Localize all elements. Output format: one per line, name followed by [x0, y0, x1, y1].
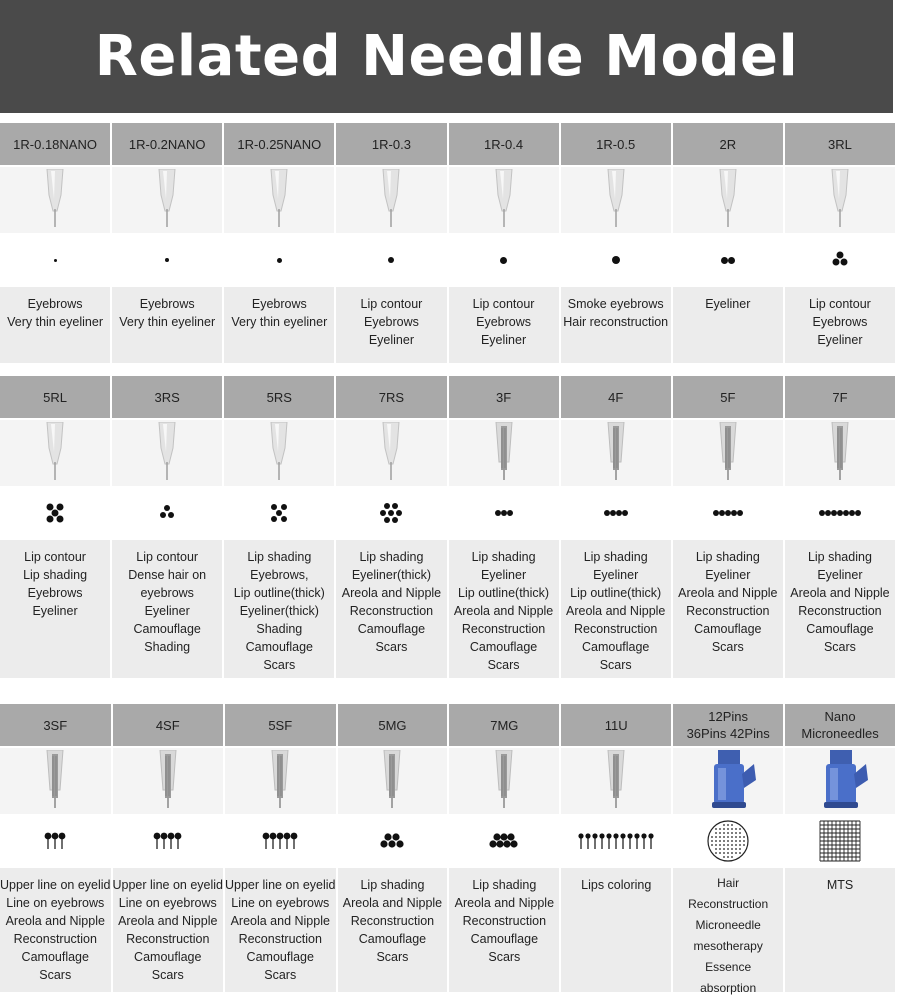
needle-icon	[474, 750, 534, 812]
needle-icon	[25, 422, 85, 484]
needle-image	[561, 418, 671, 486]
use-line: Scars	[487, 658, 520, 672]
needle-dots-icon	[260, 829, 301, 853]
needle-model-name: 12Pins 36Pins 42Pins	[673, 704, 783, 746]
needle-pattern	[0, 814, 111, 866]
use-line: Scars	[376, 950, 409, 964]
needle-column	[113, 704, 224, 992]
page-title: Related Needle Model	[94, 24, 799, 89]
needle-model-name: 1R-0.4	[449, 123, 559, 165]
use-line: MTS	[826, 878, 854, 892]
needle-column	[673, 704, 783, 995]
needle-pattern	[224, 233, 334, 285]
needle-column	[112, 376, 222, 678]
needle-image	[673, 746, 783, 814]
needle-model-name: 5MG	[338, 704, 448, 746]
use-line: Line on eyebrows	[6, 896, 105, 910]
use-line: Very thin eyeliner	[7, 315, 103, 329]
needle-image	[336, 418, 446, 486]
needle-image	[224, 165, 334, 233]
needle-uses	[673, 538, 783, 678]
use-line: Areola and Nipple	[230, 914, 330, 928]
needle-image	[785, 165, 895, 233]
needle-image	[224, 418, 334, 486]
use-line: Scars	[39, 968, 72, 982]
needle-uses	[449, 538, 559, 678]
use-line: Areola and Nipple	[566, 604, 666, 618]
needle-image	[0, 418, 110, 486]
use-line: Scars	[263, 658, 296, 672]
use-line: Smoke eyebrows	[567, 297, 664, 311]
needle-icon	[137, 169, 197, 231]
use-line: Lips coloring	[581, 878, 652, 892]
needle-uses	[561, 285, 671, 363]
use-line: Areola and Nipple	[5, 914, 105, 928]
use-line: Scars	[599, 658, 632, 672]
use-line: Areola and Nipple	[454, 896, 555, 910]
needle-pattern	[336, 486, 446, 538]
use-line: Reconstruction	[461, 622, 546, 636]
needle-pattern	[561, 486, 671, 538]
use-line: Lip contour	[136, 550, 199, 564]
needle-dots-icon	[376, 500, 406, 526]
needle-dots-icon	[152, 500, 182, 526]
needle-model-name: 7MG	[449, 704, 559, 746]
needle-pattern	[449, 814, 559, 866]
use-line: Reconstruction	[13, 932, 97, 946]
needle-dots-icon	[165, 258, 169, 262]
needle-uses	[673, 285, 783, 363]
needle-uses	[336, 285, 446, 363]
use-line: Scars	[711, 640, 744, 654]
needle-dots-icon	[713, 510, 743, 516]
use-line: Camouflage	[21, 950, 89, 964]
needle-pattern	[561, 814, 671, 866]
needle-pattern	[112, 486, 222, 538]
use-line: Eyebrows,	[250, 568, 309, 582]
needle-model-name: 3F	[449, 376, 559, 418]
needle-pattern	[785, 486, 895, 538]
needle-column	[449, 123, 559, 363]
use-line: Eyeliner	[705, 568, 751, 582]
needle-model-name: 5F	[673, 376, 783, 418]
use-line: Shading	[256, 622, 303, 636]
needle-dots-icon	[486, 831, 522, 851]
needle-image	[561, 165, 671, 233]
needle-image	[336, 165, 446, 233]
use-line: Eyeliner	[368, 333, 415, 347]
needle-uses	[449, 285, 559, 363]
use-line: Eyebrows	[812, 315, 868, 329]
needle-column	[338, 704, 448, 992]
use-line: Lip contour	[809, 297, 871, 311]
use-line: Eyeliner	[817, 333, 863, 347]
use-line: Lip contour	[24, 550, 86, 564]
needle-icon	[586, 169, 646, 231]
use-line: Eyeliner(thick)	[239, 604, 319, 618]
needle-dots-icon	[706, 819, 750, 863]
use-line: Lip outline(thick)	[570, 586, 662, 600]
use-line: eyebrows	[140, 586, 194, 600]
use-line: Line on eyebrows	[231, 896, 330, 910]
use-line: Reconstruction	[126, 932, 210, 946]
use-line: Eyebrows	[139, 297, 195, 311]
needle-icon	[249, 422, 309, 484]
needle-pattern	[113, 814, 224, 866]
use-line: Eyeliner	[817, 568, 863, 582]
use-line: Camouflage	[133, 622, 201, 636]
use-line: Areola and Nipple	[790, 586, 890, 600]
needle-uses	[449, 866, 559, 992]
use-line: Very thin eyeliner	[119, 315, 216, 329]
use-line: Lip shading	[695, 550, 760, 564]
use-line: Essence	[705, 960, 752, 974]
use-line: Lip shading	[807, 550, 872, 564]
needle-model-name: 5RL	[0, 376, 110, 418]
needle-uses	[113, 866, 224, 992]
needle-icon	[810, 750, 870, 812]
use-line: Lip outline(thick)	[458, 586, 550, 600]
needle-model-name: 11U	[561, 704, 671, 746]
use-line: Camouflage	[806, 622, 874, 636]
use-line: Scars	[823, 640, 856, 654]
needle-pattern	[673, 814, 783, 866]
needle-dots-icon	[388, 257, 394, 263]
needle-column	[673, 376, 783, 678]
needle-column	[336, 123, 446, 363]
needle-image	[449, 746, 559, 814]
needle-pattern	[449, 486, 559, 538]
use-line: Camouflage	[357, 622, 426, 636]
needle-dots-icon	[500, 257, 507, 264]
needle-image	[0, 746, 111, 814]
use-line: Upper line on eyelid	[112, 878, 223, 892]
needle-icon	[474, 169, 534, 231]
needle-image	[225, 746, 336, 814]
needle-model-name: 4F	[561, 376, 671, 418]
needle-dots-icon	[819, 820, 861, 862]
use-line: Reconstruction	[350, 914, 435, 928]
needle-model-name: 1R-0.25NANO	[224, 123, 334, 165]
needle-image	[561, 746, 671, 814]
needle-icon	[810, 422, 870, 484]
needle-pattern	[112, 233, 222, 285]
use-line: Hair	[717, 876, 740, 890]
needle-column	[449, 376, 559, 678]
needle-model-name: 1R-0.3	[336, 123, 446, 165]
needle-icon	[138, 750, 198, 812]
needle-uses	[112, 285, 222, 363]
use-line: Scars	[375, 640, 408, 654]
needle-uses	[338, 866, 448, 992]
needle-uses	[673, 866, 783, 995]
needle-dots-icon	[612, 256, 620, 264]
use-line: Shading	[144, 640, 191, 654]
use-line: Eyeliner	[144, 604, 190, 618]
use-line: Lip shading	[359, 550, 424, 564]
use-line: Areola and Nipple	[118, 914, 218, 928]
needle-dots-icon	[575, 829, 658, 853]
needle-icon	[249, 169, 309, 231]
use-line: Reconstruction	[349, 604, 434, 618]
needle-icon	[698, 422, 758, 484]
needle-pattern	[561, 233, 671, 285]
needle-image	[112, 165, 222, 233]
use-line: Lip shading	[583, 550, 648, 564]
needle-icon	[362, 750, 422, 812]
needle-pattern	[225, 814, 336, 866]
needle-icon	[361, 422, 421, 484]
use-line: Upper line on eyelid	[0, 878, 111, 892]
use-line: Lip outline(thick)	[233, 586, 325, 600]
needle-uses	[0, 866, 111, 992]
use-line: Lip shading	[360, 878, 425, 892]
use-line: Eyeliner	[32, 604, 78, 618]
use-line: Camouflage	[246, 950, 314, 964]
needle-pattern	[0, 233, 110, 285]
needle-uses	[112, 538, 222, 678]
use-line: Camouflage	[470, 932, 539, 946]
use-line: Eyeliner(thick)	[351, 568, 432, 582]
needle-column	[0, 123, 110, 363]
use-line: Camouflage	[694, 622, 762, 636]
use-line: Scars	[151, 968, 184, 982]
needle-model-name: 1R-0.18NANO	[0, 123, 110, 165]
needle-pattern	[0, 486, 110, 538]
needle-uses	[225, 866, 336, 992]
needle-column	[0, 376, 110, 678]
use-line: Lip contour	[472, 297, 535, 311]
needle-image	[112, 418, 222, 486]
use-line: Eyebrows	[27, 297, 83, 311]
use-line: Areola and Nipple	[342, 896, 443, 910]
needle-uses	[0, 538, 110, 678]
needle-model-name: 5SF	[225, 704, 336, 746]
use-line: Reconstruction	[238, 932, 322, 946]
use-line: Reconstruction	[688, 897, 769, 911]
needle-dots-icon	[819, 510, 861, 516]
use-line: Hair reconstruction	[563, 315, 669, 329]
use-line: Reconstruction	[686, 604, 770, 618]
use-line: Camouflage	[581, 640, 650, 654]
needle-dots-icon	[54, 259, 57, 262]
use-line: Eyeliner	[480, 568, 527, 582]
use-line: mesotherapy	[693, 939, 763, 953]
needle-dots-icon	[40, 500, 70, 526]
needle-uses	[785, 866, 895, 992]
needle-icon	[137, 422, 197, 484]
use-line: Eyebrows	[476, 315, 531, 329]
needle-column	[336, 376, 446, 678]
needle-column	[224, 123, 334, 363]
needle-image	[449, 165, 559, 233]
use-line: Camouflage	[134, 950, 202, 964]
needle-model-name: Nano Microneedles	[785, 704, 895, 746]
use-line: Reconstruction	[462, 914, 547, 928]
use-line: absorption	[700, 981, 757, 995]
use-line: Eyeliner	[705, 297, 751, 311]
needle-dots-icon	[825, 247, 855, 273]
needle-pattern	[673, 486, 783, 538]
needle-model-name: 3RS	[112, 376, 222, 418]
needle-image	[0, 165, 110, 233]
needle-uses	[336, 538, 446, 678]
use-line: Lip contour	[360, 297, 423, 311]
needle-dots-icon	[42, 829, 69, 853]
needle-icon	[698, 169, 758, 231]
needle-pattern	[673, 233, 783, 285]
needle-dots-icon	[604, 510, 628, 516]
needle-model-name: 7RS	[336, 376, 446, 418]
needle-column	[0, 704, 111, 992]
use-line: Camouflage	[469, 640, 538, 654]
needle-model-name: 5RS	[224, 376, 334, 418]
needle-row-2	[0, 376, 895, 678]
needle-dots-icon	[151, 829, 185, 853]
needle-icon	[361, 169, 421, 231]
use-line: Camouflage	[245, 640, 314, 654]
use-line: Lip shading	[23, 568, 88, 582]
use-line: Lip shading	[247, 550, 312, 564]
use-line: Scars	[264, 968, 297, 982]
needle-model-name: 1R-0.2NANO	[112, 123, 222, 165]
needle-column	[561, 704, 671, 992]
needle-row-3	[0, 704, 895, 995]
use-line: Areola and Nipple	[341, 586, 442, 600]
needle-uses	[785, 285, 895, 363]
needle-uses	[561, 866, 671, 992]
needle-icon	[474, 422, 534, 484]
needle-column	[449, 704, 559, 992]
needle-icon	[586, 422, 646, 484]
needle-uses	[224, 538, 334, 678]
needle-icon	[586, 750, 646, 812]
use-line: Dense hair on	[128, 568, 207, 582]
needle-column	[785, 704, 895, 992]
needle-column	[561, 123, 671, 363]
needle-column	[224, 376, 334, 678]
needle-icon	[25, 750, 85, 812]
needle-column	[561, 376, 671, 678]
needle-icon	[25, 169, 85, 231]
needle-pattern	[449, 233, 559, 285]
needle-image	[449, 418, 559, 486]
use-line: Camouflage	[358, 932, 427, 946]
use-line: Areola and Nipple	[453, 604, 554, 618]
needle-model-name: 4SF	[113, 704, 224, 746]
needle-image	[673, 165, 783, 233]
use-line: Eyebrows	[251, 297, 307, 311]
needle-dots-icon	[721, 257, 735, 264]
needle-pattern	[338, 814, 448, 866]
needle-model-name: 1R-0.5	[561, 123, 671, 165]
needle-pattern	[336, 233, 446, 285]
use-line: Eyebrows	[363, 315, 419, 329]
use-line: Eyebrows	[27, 586, 83, 600]
needle-uses	[224, 285, 334, 363]
use-line: Areola and Nipple	[678, 586, 778, 600]
title-banner	[0, 0, 893, 113]
needle-model-name: 7F	[785, 376, 895, 418]
use-line: Very thin eyeliner	[231, 315, 328, 329]
needle-uses	[561, 538, 671, 678]
needle-column	[673, 123, 783, 363]
needle-pattern	[785, 233, 895, 285]
needle-column	[785, 376, 895, 678]
needle-image	[113, 746, 224, 814]
needle-row-1	[0, 123, 895, 363]
needle-dots-icon	[495, 510, 513, 516]
needle-column	[112, 123, 222, 363]
use-line: Line on eyebrows	[118, 896, 217, 910]
needle-model-name: 2R	[673, 123, 783, 165]
needle-image	[673, 418, 783, 486]
needle-dots-icon	[277, 258, 282, 263]
use-line: Lip shading	[471, 550, 536, 564]
use-line: Eyeliner	[480, 333, 527, 347]
needle-pattern	[224, 486, 334, 538]
needle-icon	[810, 169, 870, 231]
needle-pattern	[785, 814, 895, 866]
needle-icon	[698, 750, 758, 812]
use-line: Upper line on eyelid	[225, 878, 336, 892]
use-line: Scars	[488, 950, 521, 964]
needle-image	[785, 418, 895, 486]
use-line: Microneedle	[695, 918, 761, 932]
needle-image	[785, 746, 895, 814]
needle-uses	[0, 285, 110, 363]
needle-icon	[250, 750, 310, 812]
needle-dots-icon	[374, 831, 410, 851]
use-line: Lip shading	[472, 878, 537, 892]
needle-column	[225, 704, 336, 992]
needle-model-name: 3RL	[785, 123, 895, 165]
use-line: Eyeliner	[593, 568, 639, 582]
needle-column	[785, 123, 895, 363]
needle-uses	[785, 538, 895, 678]
needle-dots-icon	[264, 500, 294, 526]
use-line: Reconstruction	[574, 622, 658, 636]
needle-image	[338, 746, 448, 814]
needle-model-name: 3SF	[0, 704, 111, 746]
use-line: Reconstruction	[798, 604, 882, 618]
